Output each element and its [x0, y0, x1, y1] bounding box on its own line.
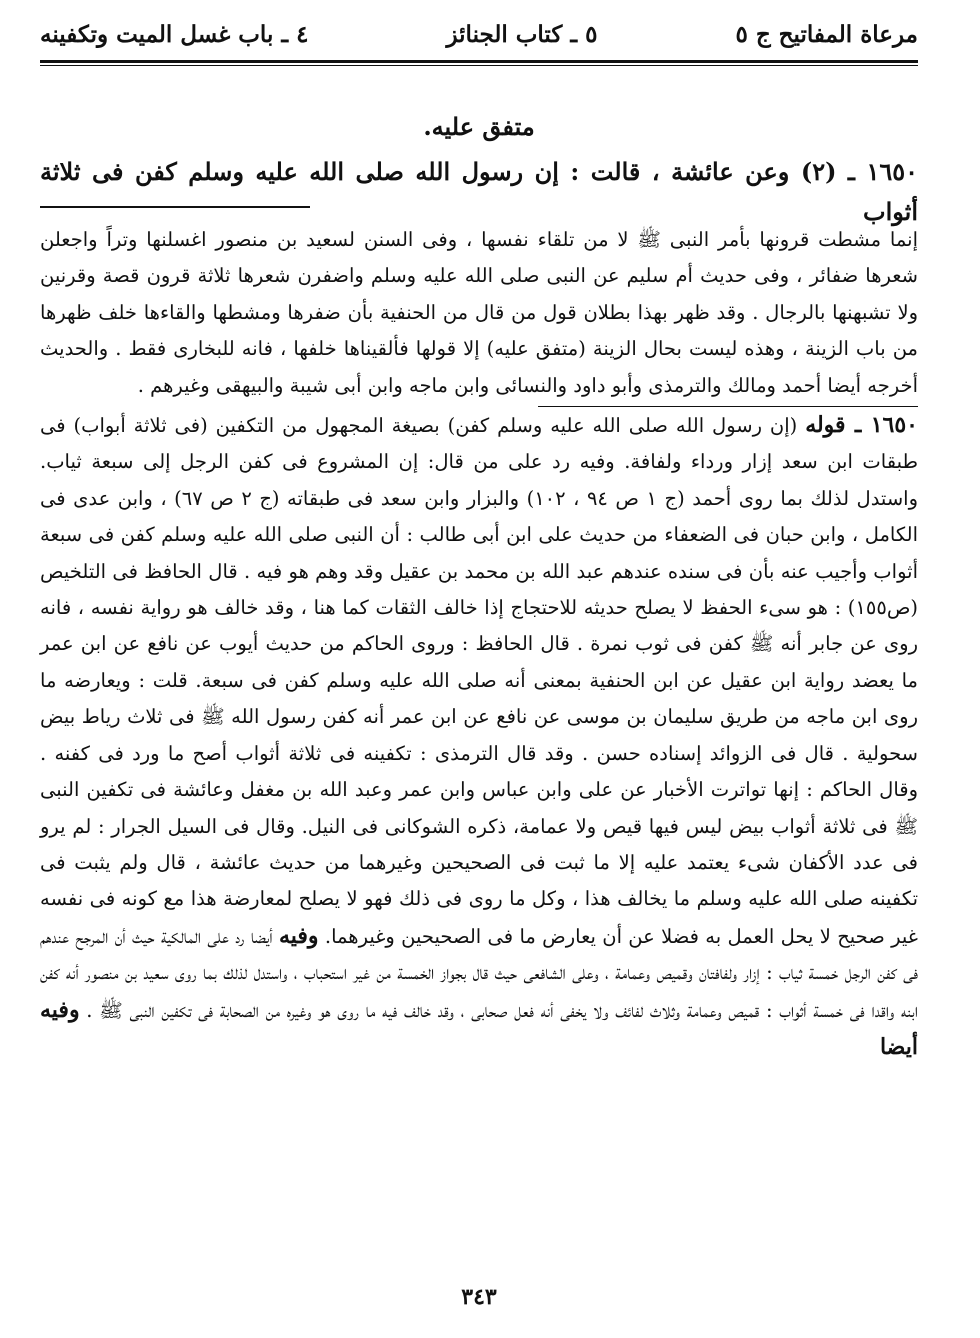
commentary-text: (إن رسول الله صلى الله عليه وسلم كفن) بصيغة المجهول من التكفين (فى ثلاثة أبواب) فى طبقات ابن سعد إزار ورداء ولفافة. وفيه رد على من قال: إن المشروع فى كفن الرجل إلى سبعة ثياب. واستدل لذلك بما روى أحمد (ج ١ ص ٩٤ ، ١٠٢) والبزار وابن سعد فى طبقاته (ج ٢ ص ٦٧) ، وابن عدى فى الكامل ، وابن حبان فى الضعفاء من حديث على ابن أبى طالب : أن النبى صلى الله عليه وسلم كفن فى سبعة أثواب وأجيب عنه بأن فى سنده عندهم عبد الله بن محمد بن عقيل وقد وهم هو فيه . قال الحافظ فى التلخيص (ص١٥٥) : هو سىء الحفظ لا يصلح حديثه للاحتجاج إذا خالف الثقات كما هنا ، وقد خالف هو رواية نفسه ، فانه روى عن جابر أنه ﷺ كفن فى ثوب نمرة . قال الحافظ : وروى الحاكم من حديث أيوب عن نافع عن ابن عمر ما يعضد رواية ابن عقيل عن ابن الحنفية بمعنى أنه صلى الله عليه وسلم كفن فى سبعة. قلت : ويعارضه ما روى ابن ماجه من طريق سليمان بن موسى عن نافع عن ابن عمر أنه كفن رسول الله ﷺ فى ثلاث رياط بيض سحولية . قال فى الزوائد إسناده حسن . وقد قال الترمذى : تكفينه فى ثلاثة أثواب أصح ما ورد فى كفنه . وقال الحاكم : إنها تواترت الأخبار عن على وابن عباس وابن عمر وعبد الله بن مغفل وعائشة فى تكفين النبى ﷺ فى ثلاثة أثواب بيض ليس فيها قيص ولا عمامة، ذكره الشوكانى فى النيل. وقال فى السيل الجرار : لم يرو فى عدد الأكفان شىء يعتمد عليه إلا ما ثبت فى الصحيحين وغيرهما من حديث عائشة ، قال ولم يثبت فى تكفينه صلى الله عليه وسلم ما يخالف هذا ، وكل ما روى فى ذلك فهو لا يصلح لمعارضة هذا مع كونه فى نفسه غير صحيح لا يحل العمل به فضلا عن أن يعارض ما فى الصحيحين وغيرهما.: [40, 414, 918, 948]
header-rule-thin: [40, 65, 918, 66]
paragraph-lead: ١٦٥٠ ـ قوله: [805, 412, 918, 439]
commentary-text: أيضا رد على المالكية حيث أن المرجح عندهم فى كفن الرجل خمسة ثياب : إزار ولفافتان وقميص وعمامة ، وعلى الشافعى حيث قال بجواز الخمسة من غير استحباب ، واستدل لذلك بما روى سعيد بن منصور أنه كفن ابنه واقدا فى خمسة أثواب : قميص وعمامة وثلاث لفائف ولا يخفى أنه فعل صحابى ، وقد خالف فيه ما روى هو وغيره من الصحابة فى تكفين النبى ﷺ .: [40, 924, 918, 1022]
paragraph-lead: وفيه أيضا: [40, 996, 918, 1060]
running-header: [40, 14, 918, 54]
paragraph-lead: وفيه: [278, 922, 319, 949]
page-number: ٣٤٣: [461, 1284, 497, 1310]
book-section: ٥ ـ كتاب الجنائز: [446, 20, 598, 48]
chapter-title: ٤ ـ باب غسل الميت وتكفينه: [40, 20, 309, 48]
commentary-paragraph: [40, 222, 918, 404]
book-title: مرعاة المفاتيح ج ٥: [735, 20, 918, 48]
commentary-text: إنما مشطت قرونها بأمر النبى ﷺ لا من تلقاء نفسها ، وفى السنن لسعيد بن منصور اغسلنها وتراً واجعلن شعرها ضفائر ، وفى حديث أم سليم عن النبى صلى الله عليه وسلم واضفرن شعرها ثلاثة قرون قصة وقرنين ولا تشبهنها بالرجال . وقد ظهر بهذا بطلان قول من قال من الحنفية بأن ضفرها ومشطها والقاءها خلف ظهرها من باب الزينة ، وهذه ليست بحال الزينة (متفق عليه) إلا قولها فألقيناها خلفها ، فانه للبخارى فقط . والحديث أخرجه أيضا أحمد ومالك والترمذى وأبو داود والنسائى وابن ماجه وابن أبى شيبة والبيهقى وغيرهم .: [40, 228, 918, 397]
commentary-paragraph: [40, 407, 918, 1066]
hadith-text: ١٦٥٠ ـ (٢) وعن عائشة ، قالت : إن رسول الله صلى الله عليه وسلم كفن فى ثلاثة أثواب: [40, 157, 918, 226]
commentary: [40, 222, 918, 1066]
muttafaq-label: متفق عليه.: [423, 112, 535, 141]
book-page: [40, 0, 918, 1338]
text-divider: [40, 206, 310, 208]
header-rule: [40, 60, 918, 63]
